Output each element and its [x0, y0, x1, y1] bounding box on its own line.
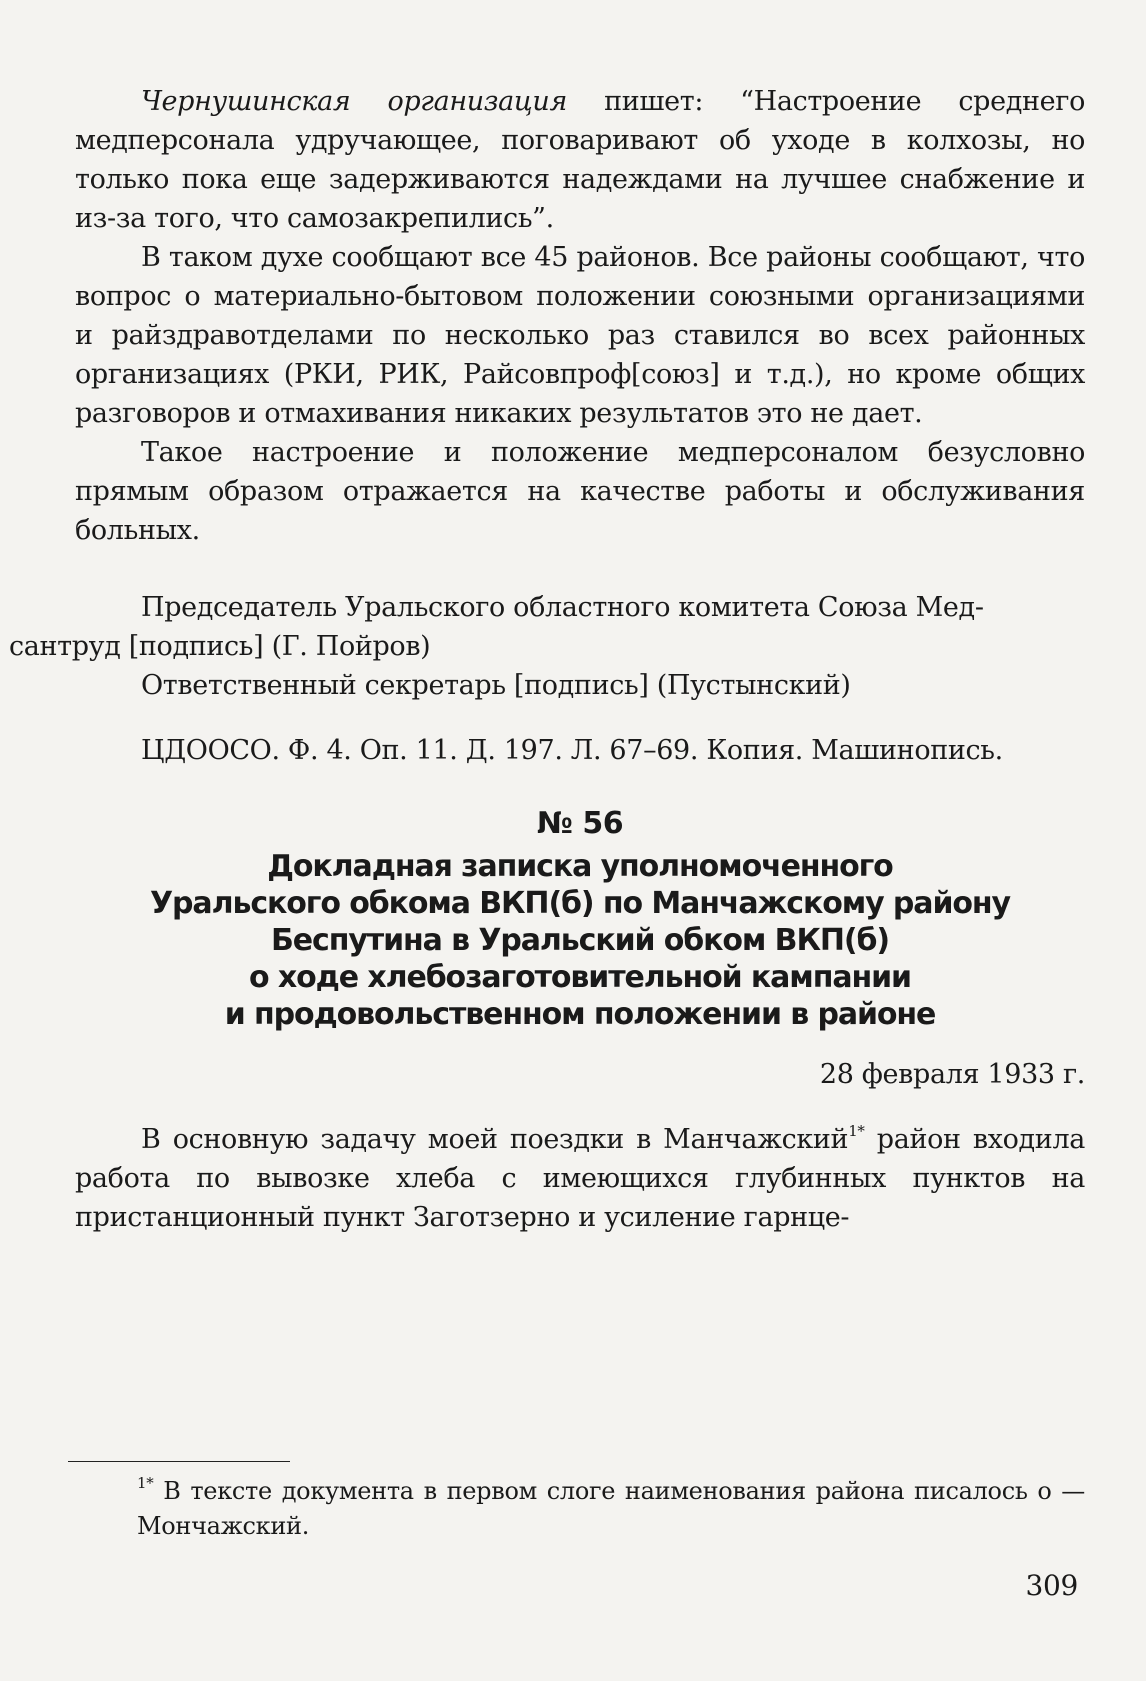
footnote-divider: [68, 1461, 290, 1462]
document-body: [75, 1120, 1085, 1237]
paragraph-districts: В таком духе сообщают все 45 районов. Все районы сообщают, что вопрос о материально-бытовом положении союзными организациями и райздравотделами по несколько раз ставился во всех районных организациях (РКИ, РИК, Райсовпроф[союз] и т.д.), но кроме общих разговоров и отмахивания никаких результатов это не дает.: [75, 242, 1085, 429]
paragraph-conclusion: Такое настроение и положение медперсоналом безусловно прямым образом отражается на качестве работы и обслуживания больных.: [75, 437, 1085, 546]
document-number: № 56: [536, 806, 624, 841]
document-title-line: Докладная записка уполномоченного: [267, 849, 893, 884]
document-title-line: Уральского обкома ВКП(б) по Манчажскому району: [150, 886, 1010, 921]
footnote-text: [75, 1474, 1085, 1544]
archive-reference: ЦДООСО. Ф. 4. Оп. 11. Д. 197. Л. 67–69. Копия. Машинопись.: [141, 735, 1003, 766]
page-number: 309: [1025, 1569, 1078, 1602]
document-title-line: о ходе хлебозаготовительной кампании: [249, 960, 911, 995]
document-title-line: и продовольственном положении в районе: [224, 997, 936, 1032]
document-title-line: Беспутина в Уральский обком ВКП(б): [271, 923, 889, 958]
paragraph-chernushinsk: [75, 82, 1085, 238]
footnote-mark: 1*: [137, 1474, 154, 1492]
page-content: [9, 82, 1085, 1237]
document-title: [75, 848, 1085, 1033]
footnote: [75, 1474, 1085, 1544]
signature-chairman: [9, 588, 1085, 666]
signature-secretary: Ответственный секретарь [подпись] (Пустынский): [141, 670, 851, 701]
document-date: 28 февраля 1933 г.: [819, 1059, 1085, 1090]
organization-name: Чернушинская организация: [141, 86, 567, 117]
footnote-body: В тексте документа в первом слоге наименования района писалось о — Мончажский.: [137, 1477, 1085, 1540]
body-text-start: В основную задачу моей поездки в Манчажский: [141, 1124, 849, 1155]
body-text-rest: район входила работа по вывозке хлеба с имеющихся глубинных пунктов на пристанционный пункт Заготзерно и усиление гарнце-: [75, 1124, 1085, 1233]
signature-chairman-line1: Председатель Уральского областного комитета Союза Мед-: [141, 592, 984, 623]
footnote-reference-mark: 1*: [848, 1122, 865, 1140]
signature-chairman-line2: сантруд [подпись] (Г. Пойров): [9, 631, 431, 662]
paragraph-text: пишет: “Настроение среднего медперсонала удручающее, поговаривают об уходе в колхозы, но только пока еще задерживаются надеждами на лучшее снабжение и из-за того, что самозакрепились”.: [75, 86, 1085, 234]
